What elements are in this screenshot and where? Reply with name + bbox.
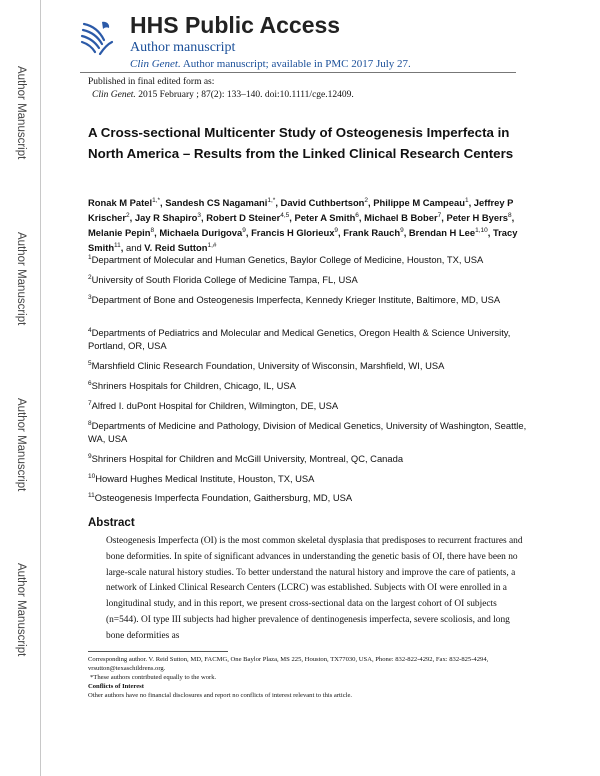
affiliation-number: 8 (88, 420, 92, 427)
author-name: Sandesh CS Nagamani (165, 197, 268, 209)
author-affiliation-mark: 9 (400, 227, 404, 235)
citation-line (92, 90, 354, 100)
authors-and: and (126, 242, 142, 254)
affiliation-item (88, 397, 528, 412)
affiliation-item (88, 357, 528, 372)
affiliation-number: 5 (88, 360, 92, 367)
abstract-text: Osteogenesis Imperfecta (OI) is the most common skeletal dysplasia that predisposes to recurrent fractures and bone deformities. In spite of significant advances in understanding the genetic basis of OI, there have been no large-scale natural history studies. To better understand the natural history and improve the care of patients, a network of Linked Clinical Research Centers (LCRC) was established. Subjects with OI were enrolled in a longitudinal study, and in this report, we present cross-sectional data on the largest cohort of OI subjects (n=544). OI type III subjects had higher prevalence of dentinogenesis imperfecta, severe scoliosis, and long bone deformities as (106, 536, 523, 641)
affiliation-text: Department of Molecular and Human Genetics, Baylor College of Medicine, Houston, TX, USA (91, 254, 484, 266)
affiliation-item (88, 271, 528, 286)
author-name: Philippe M Campeau (373, 197, 465, 209)
affiliation-text: Howard Hughes Medical Institute, Houston, TX, USA (95, 473, 315, 485)
author-name: Jay R Shapiro (134, 212, 198, 224)
article-title: A Cross-sectional Multicenter Study of Osteogenesis Imperfecta in North America – Results from the Linked Clinical Research Centers (88, 125, 514, 161)
author-name: David Cuthbertson (280, 197, 365, 209)
affiliation-text: Alfred I. duPont Hospital for Children, Wilmington, DE, USA (91, 400, 339, 412)
affiliation-text: Department of Bone and Osteogenesis Imperfecta, Kennedy Krieger Institute, Baltimore, MD, USA (91, 294, 501, 306)
affiliation-number: 10 (88, 473, 96, 480)
author-manuscript-label: Author manuscript (130, 40, 236, 55)
affiliation-text: Marshfield Clinic Research Foundation, University of Wisconsin, Marshfield, WI, USA (91, 360, 445, 372)
affiliation-text: Shriners Hospital for Children and McGill University, Montreal, QC, Canada (91, 453, 404, 465)
author-affiliation-mark: 6 (355, 212, 359, 220)
affiliation-item (88, 417, 528, 445)
affiliation-text: Osteogenesis Imperfecta Foundation, Gaithersburg, MD, USA (94, 492, 353, 504)
footnotes (88, 655, 528, 700)
author-affiliation-mark: 7 (437, 212, 442, 220)
author-name: Peter H Byers (446, 212, 508, 224)
affiliation-item (88, 450, 528, 465)
author-name: Francis H Glorieux (251, 227, 335, 239)
side-label-3: Author Manuscript (15, 398, 27, 492)
affiliation-item (88, 291, 528, 306)
affiliation-item (88, 324, 528, 352)
hhs-title: HHS Public Access (130, 12, 341, 38)
abstract-heading: Abstract (88, 517, 135, 529)
affiliation-number: 2 (88, 274, 92, 281)
affiliation-number: 3 (88, 294, 92, 301)
author-affiliation-mark: 4,5 (280, 212, 290, 220)
affiliation-number: 6 (88, 380, 92, 387)
affiliation-item (88, 251, 528, 266)
author-affiliation-mark: 2 (126, 212, 130, 220)
footnote-divider (88, 651, 228, 652)
journal-name: Clin Genet. (130, 58, 181, 70)
author-affiliation-mark: 1,* (267, 197, 276, 204)
author-name: Brendan H Lee (408, 227, 476, 239)
corresponding-author-note: Corresponding author. V. Reid Sutton, MD, FACMG, One Baylor Plaza, MS 225, Houston, TX77030, USA, Phone: 832-822-4292, Fax: 832-825-4294, vrsutton@texaschildrens.org. (88, 656, 489, 672)
author-name: Michael B Bober (364, 212, 438, 224)
author-affiliation-mark: 2 (364, 197, 369, 204)
affiliation-item (88, 489, 528, 504)
affiliation-number: 1 (88, 254, 92, 261)
affiliation-number: 4 (88, 327, 92, 334)
author-affiliation-mark: 3 (197, 212, 202, 220)
affiliation-text: University of South Florida College of Medicine Tampa, FL, USA (91, 274, 358, 286)
author-list: Ronak M Patel$^{1,*}$, Sandesh CS Nagamani$^{1,*}$, David Cuthbertson$^2$, Philippe M Campeau$^1$, Jeffrey P Krischer$^2$, Jay R Shapiro$^3$, Robert D Steiner$^{4,5}$, Peter A Smith$^6$, Michael B Bober$^7$, Peter H Byers$^8$, Melanie Pepin$^8$, Michaela Durigova$^9$, Francis H Glorieux$^9$, Frank Rauch$^9$, Brendan H Lee$^{1,10}$, Tracy Smith$^{11}$, and V. Reid Sutton$^{1,\#}$ (88, 197, 518, 254)
affiliation-number: 7 (88, 400, 92, 407)
side-label-2: Author Manuscript (15, 232, 27, 326)
availability-line (130, 58, 411, 70)
author-affiliation-mark: 11 (114, 242, 121, 250)
author-name: Peter A Smith (294, 212, 356, 224)
affiliation-number: 9 (88, 453, 92, 460)
author-affiliation-mark: 8 (507, 212, 512, 220)
affiliation-text: Departments of Pediatrics and Molecular and Medical Genetics, Oregon Health & Science University, Portland, OR, USA (88, 327, 511, 352)
header-divider (80, 72, 516, 73)
affiliation-text: Departments of Medicine and Pathology, Division of Medical Genetics, University of Washington, Seattle, WA, USA (88, 420, 527, 445)
author-affiliation-mark: 1 (464, 197, 469, 204)
author-affiliation-mark: 1,# (207, 242, 217, 250)
availability-text: Author manuscript; available in PMC 2017 July 27. (180, 58, 411, 70)
citation-details: 2015 February ; 87(2): 133–140. doi:10.1111/cge.12409. (135, 90, 354, 100)
author-affiliation-mark: 8 (150, 227, 155, 235)
author-affiliation-mark: 9 (334, 227, 339, 235)
margin-rule (40, 0, 41, 776)
author-name: Ronak M Patel (88, 197, 153, 209)
author-name: Jeffrey P Krischer (88, 197, 514, 224)
affiliation-item (88, 470, 528, 485)
affiliation-number: 11 (88, 492, 95, 499)
published-label: Published in final edited form as: (88, 77, 215, 87)
equal-contribution-note: *These authors contributed equally to the work. (90, 674, 217, 681)
conflicts-heading: Conflicts of Interest (88, 683, 144, 690)
author-name: V. Reid Sutton (144, 242, 208, 254)
author-affiliation-mark: 9 (242, 227, 246, 235)
side-label-1: Author Manuscript (15, 66, 27, 160)
affiliation-text: Shriners Hospitals for Children, Chicago, IL, USA (91, 380, 296, 392)
author-affiliation-mark: 1,10 (475, 227, 488, 235)
hhs-eagle-logo-icon (80, 18, 114, 58)
author-name: Robert D Steiner (206, 212, 281, 224)
author-name: Tracy Smith (88, 227, 518, 254)
citation-journal: Clin Genet. (92, 90, 136, 100)
side-label-4: Author Manuscript (15, 563, 27, 657)
conflicts-text: Other authors have no financial disclosures and report no conflicts of interest relevant to this article. (88, 692, 353, 699)
author-name: Frank Rauch (343, 227, 401, 239)
author-affiliation-mark: 1,* (152, 197, 161, 204)
author-name: Michaela Durigova (159, 227, 243, 239)
author-name: Melanie Pepin (88, 227, 151, 239)
affiliation-item (88, 377, 528, 392)
